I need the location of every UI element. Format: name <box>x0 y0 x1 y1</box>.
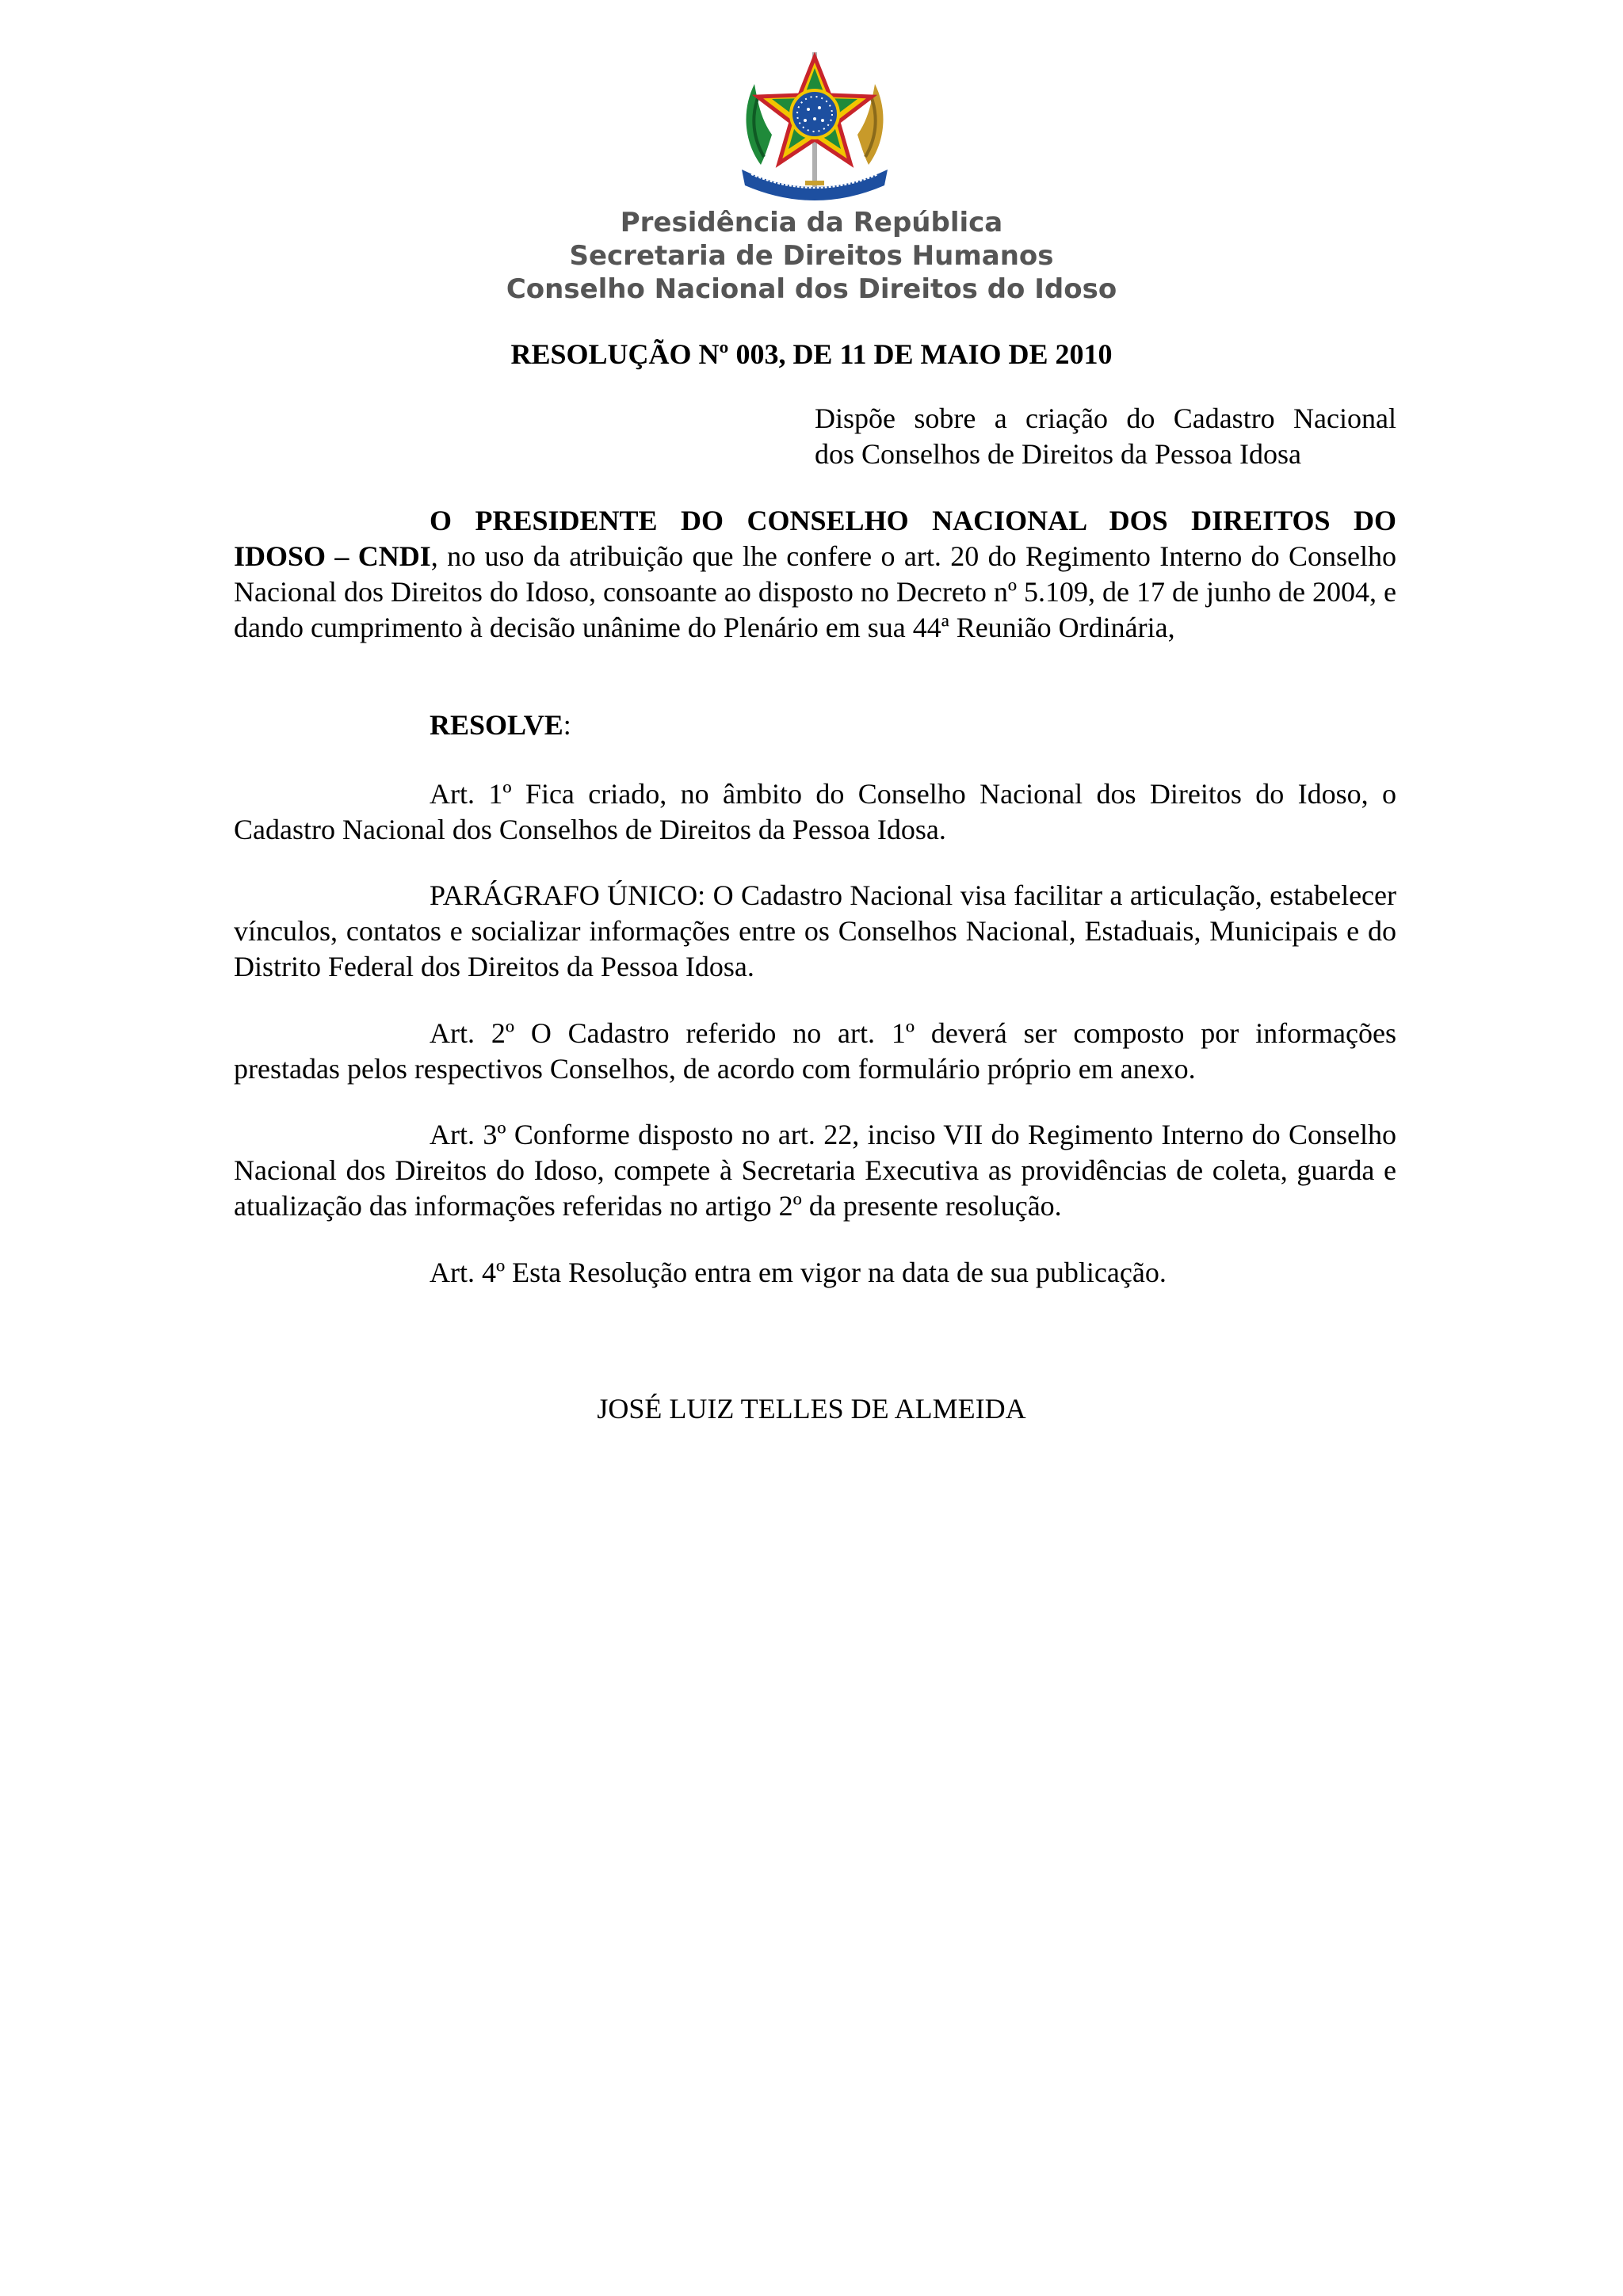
article-3 <box>234 1117 1396 1224</box>
ementa <box>815 401 1396 472</box>
header-secretaria: Secretaria de Direitos Humanos <box>569 240 1054 272</box>
ementa-line-1: Dispõe sobre a criação do Cadastro Nacional <box>815 402 1396 434</box>
resolution-title: RESOLUÇÃO Nº 003, DE 11 DE MAIO DE 2010 <box>510 338 1113 370</box>
article-2 <box>234 1016 1396 1087</box>
preamble-bold-cndi: IDOSO – CNDI <box>234 540 431 572</box>
article-2-text: Art. 2º O Cadastro referido no art. 1º deverá ser composto por informações prestadas pelos respectivos Conselhos, de acordo com formulário próprio em anexo. <box>234 1017 1396 1085</box>
letterhead <box>0 206 1623 306</box>
article-3-text: Art. 3º Conforme disposto no art. 22, inciso VII do Regimento Interno do Conselho Nacional dos Direitos do Idoso, compete à Secretaria Executiva as providências de coleta, guarda e atualização das informações referidas no artigo 2º da presente resolução. <box>234 1119 1396 1222</box>
paragrafo-unico <box>234 878 1396 985</box>
article-1 <box>234 776 1396 848</box>
preamble-text: , no uso da atribuição que lhe confere o art. 20 do Regimento Interno do Conselho Nacional dos Direitos do Idoso, consoante ao disposto no Decreto nº 5.109, de 17 de junho de 2004, e dando cumprimento à decisão unânime do Plenário em sua 44ª Reunião Ordinária, <box>234 540 1396 643</box>
coat-of-arms-icon <box>737 46 892 204</box>
resolve-colon: : <box>563 709 571 741</box>
header-presidencia: Presidência da República <box>620 207 1003 238</box>
resolve-heading <box>234 707 1396 743</box>
article-1-text: Art. 1º Fica criado, no âmbito do Conselho Nacional dos Direitos do Idoso, o Cadastro Nacional dos Conselhos de Direitos da Pessoa Idosa. <box>234 778 1396 845</box>
resolve-label: RESOLVE <box>430 709 563 741</box>
preamble-bold-line: O PRESIDENTE DO CONSELHO NACIONAL DOS DIREITOS DO <box>430 505 1396 536</box>
preamble-paragraph <box>234 503 1396 646</box>
paragrafo-unico-text: PARÁGRAFO ÚNICO: O Cadastro Nacional visa facilitar a articulação, estabelecer vínculos, contatos e socializar informações entre os Conselhos Nacional, Estaduais, Municipais e do Distrito Federal dos Direitos da Pessoa Idosa. <box>234 879 1396 982</box>
ementa-line-2: dos Conselhos de Direitos da Pessoa Idosa <box>815 438 1301 470</box>
article-4 <box>234 1255 1396 1291</box>
signature-name: JOSÉ LUIZ TELLES DE ALMEIDA <box>597 1393 1026 1425</box>
header-conselho: Conselho Nacional dos Direitos do Idoso <box>506 273 1117 305</box>
article-4-text: Art. 4º Esta Resolução entra em vigor na data de sua publicação. <box>430 1257 1167 1288</box>
